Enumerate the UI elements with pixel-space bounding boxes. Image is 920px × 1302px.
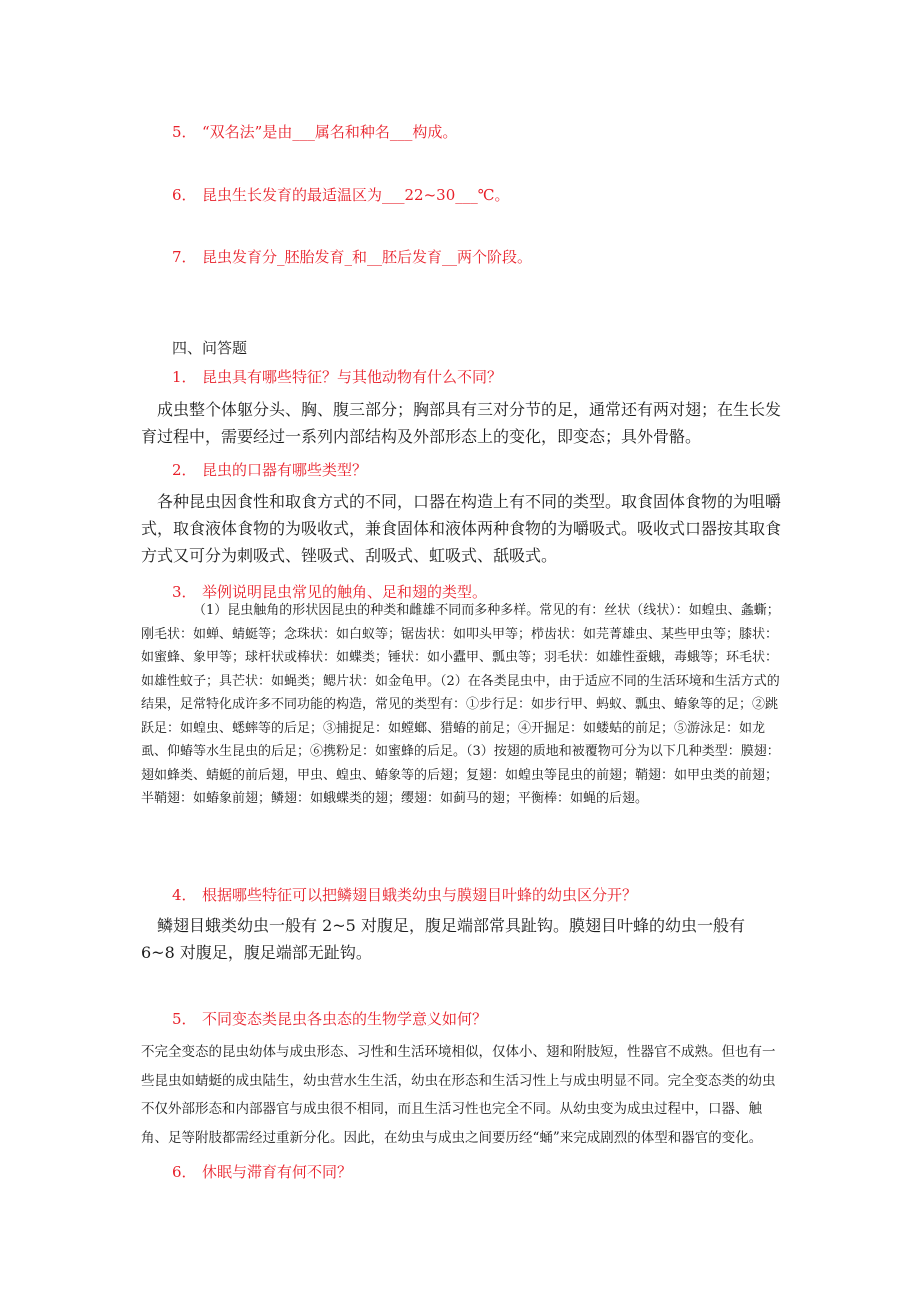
- item-number: 6．: [172, 186, 197, 204]
- question-number: 1．: [172, 368, 197, 386]
- answer-3: （1）昆虫触角的形状因昆虫的种类和雌雄不同而多种多样。常见的有：丝状（线状）：如蝗虫、螽蟖；刚毛状：如蝉、蜻蜓等；念珠状：如白蚁等；锯齿状：如叩头甲等；栉齿状：如芫菁雄虫、某些甲虫等；膝状：如蜜蜂、象甲等；球杆状或棒状：如蝶类；锤状：如小蠹甲、瓢虫等；羽毛状：如雄性蚕蛾，毒蛾等；环毛状：如雄性蚊子；具芒状：如蝇类；鳃片状：如金龟甲。（2）在各类昆虫中，由于适应不同的生活环境和生活方式的结果，足常特化成许多不同功能的构造，常见的类型有：①步行足：如步行甲、蚂蚁、瓢虫、蝽象等的足；②跳跃足：如蝗虫、蟋蟀等的后足；③捕捉足：如螳螂、猎蝽的前足；④开掘足：如蝼蛄的前足；⑤游泳足：如龙虱、仰蝽等水生昆虫的后足；⑥携粉足：如蜜蜂的后足。（3）按翅的质地和被覆物可分为以下几种类型：膜翅：翅如蜂类、蜻蜓的前后翅，甲虫、蝗虫、蝽象等的后翅；复翅：如蝗虫等昆虫的前翅；鞘翅：如甲虫类的前翅；半鞘翅：如蝽象前翅；鳞翅：如蛾蝶类的翅；缨翅：如蓟马的翅；平衡棒：如蝇的后翅。: [141, 603, 780, 806]
- question-4: [172, 884, 637, 905]
- question-number: 4．: [172, 886, 197, 904]
- item-number: 5．: [172, 123, 197, 141]
- item-text: 昆虫发育分_胚胎发育_和__胚后发育__两个阶段。: [202, 248, 533, 266]
- question-text: 昆虫具有哪些特征？与其他动物有什么不同？: [202, 368, 503, 386]
- question-number: 5．: [172, 1010, 197, 1028]
- question-text: 举例说明昆虫常见的触角、足和翅的类型。: [202, 583, 488, 601]
- item-text: 昆虫生长发育的最适温区为___22~30___℃。: [202, 186, 510, 204]
- question-number: 2．: [172, 461, 197, 479]
- question-2: [172, 459, 367, 480]
- question-text: 昆虫的口器有哪些类型？: [202, 461, 368, 479]
- fill-blank-6: [172, 184, 510, 205]
- question-text: 根据哪些特征可以把鳞翅目蛾类幼虫与膜翅目叶蜂的幼虫区分开？: [202, 886, 638, 904]
- question-6: [172, 1161, 352, 1182]
- question-text: 休眠与滞育有何不同？: [202, 1163, 353, 1181]
- item-number: 7．: [172, 248, 197, 266]
- answer-4: 鳞翅目蛾类幼虫一般有 2~5 对腹足，腹足端部常具趾钩。膜翅目叶蜂的幼虫一般有 6~8 对腹足，腹足端部无趾钩。: [141, 916, 745, 962]
- question-1: [172, 366, 502, 387]
- question-text: 不同变态类昆虫各虫态的生物学意义如何？: [202, 1010, 488, 1028]
- answer-5: 不完全变态的昆虫幼体与成虫形态、习性和生活环境相似，仅体小、翅和附肢短，性器官不成熟。但也有一些昆虫如蜻蜓的成虫陆生，幼虫营水生生活，幼虫在形态和生活习性上与成虫明显不同。完全变态类的幼虫不仅外部形态和内部器官与成虫很不相同，而且生活习性也完全不同。从幼虫变为成虫过程中，口器、触角、足等附肢都需经过重新分化。因此，在幼虫与成虫之间要历经“蛹”来完成剧烈的体型和器官的变化。: [141, 1044, 776, 1146]
- answer-2: 各种昆虫因食性和取食方式的不同，口器在构造上有不同的类型。取食固体食物的为咀嚼式，取食液体食物的为吸收式，兼食固体和液体两种食物的为嚼吸式。吸收式口器按其取食方式又可分为刺吸式、锉吸式、刮吸式、虹吸式、舐吸式。: [141, 492, 782, 565]
- fill-blank-5: [172, 121, 457, 142]
- question-number: 6．: [172, 1163, 197, 1181]
- item-text: “双名法”是由___属名和种名___构成。: [202, 123, 458, 141]
- fill-blank-7: [172, 246, 532, 267]
- section-title: 四、问答题: [172, 339, 248, 357]
- answer-1: 成虫整个体躯分头、胸、腹三部分；胸部具有三对分节的足，通常还有两对翅；在生长发育过程中，需要经过一系列内部结构及外部形态上的变化，即变态；具外骨骼。: [141, 400, 782, 446]
- question-5: [172, 1008, 487, 1029]
- question-number: 3．: [172, 583, 197, 601]
